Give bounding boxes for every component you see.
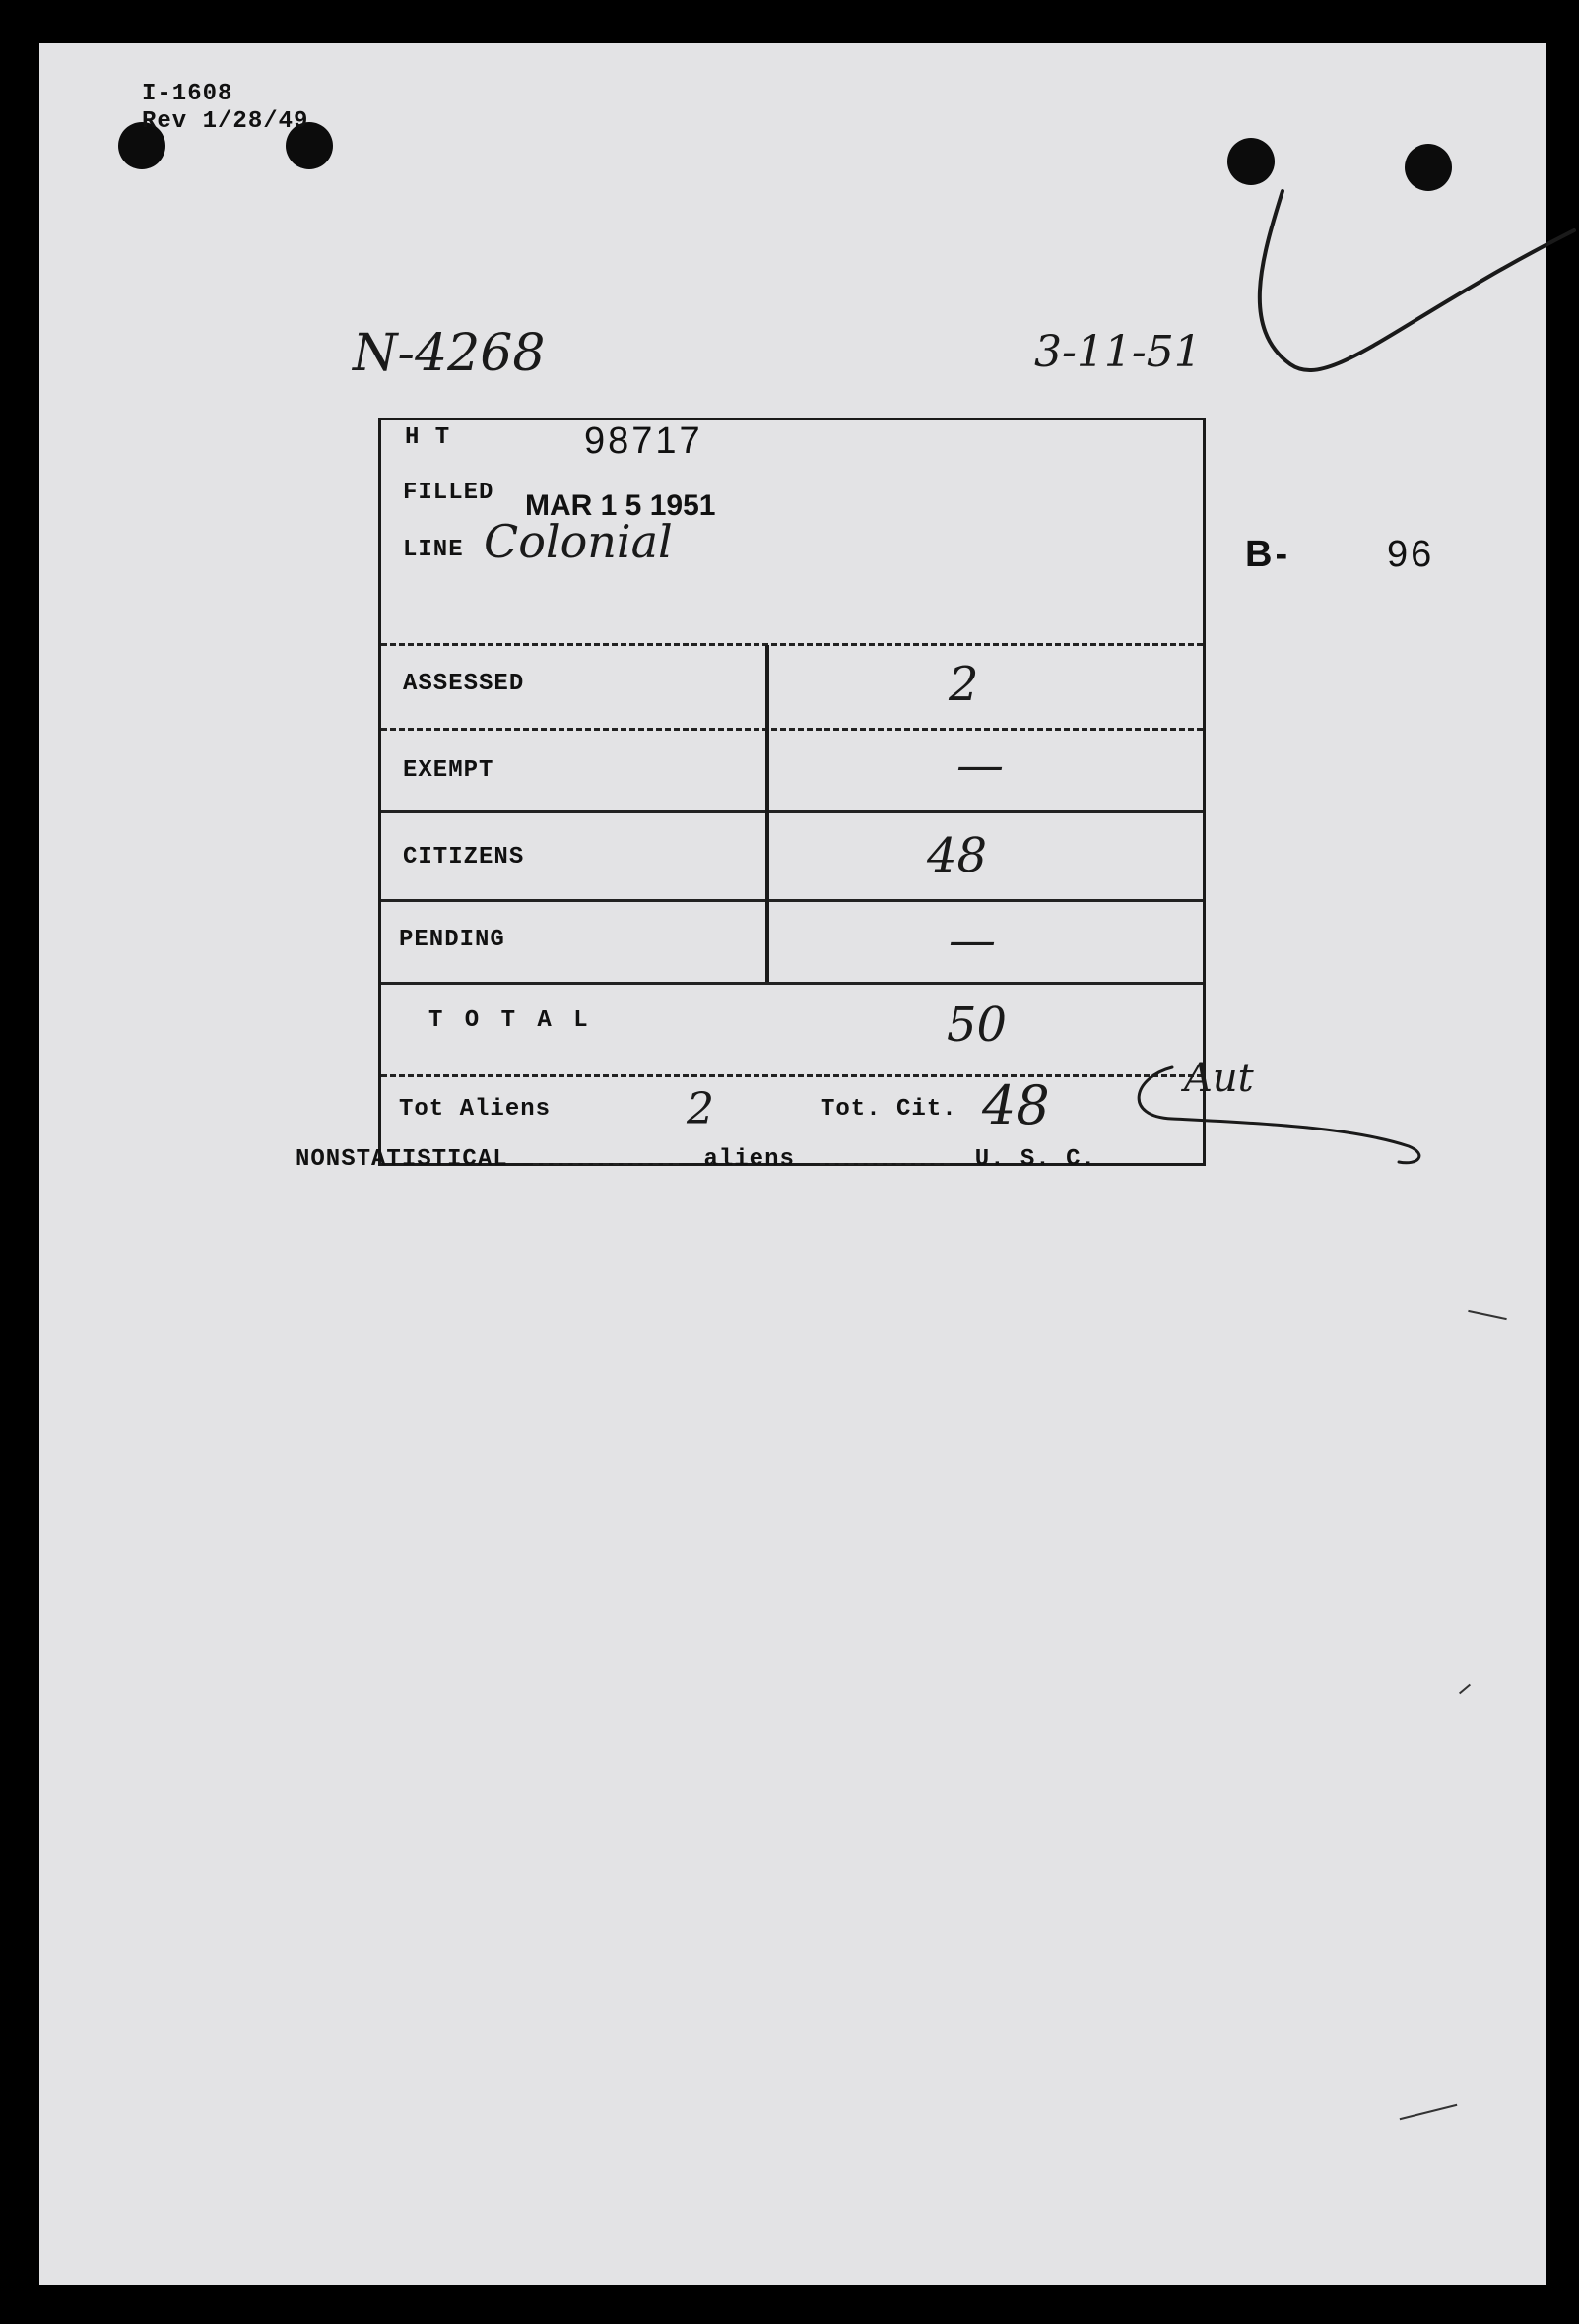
- nonstatistical-usc-label: U. S. C.: [974, 1146, 1096, 1173]
- row-label-pending: PENDING: [399, 927, 505, 953]
- line-label: LINE: [403, 537, 464, 563]
- nonstatistical-aliens-label: aliens: [703, 1146, 795, 1173]
- tot-aliens-label: Tot Aliens: [399, 1096, 552, 1123]
- initials-text: Aut: [1184, 1056, 1254, 1101]
- form-revision: Rev 1/28/49: [142, 108, 309, 135]
- divider-2: [381, 810, 1203, 813]
- form-number: I-1608: [142, 81, 233, 107]
- row-value-assessed: 2: [949, 657, 979, 712]
- manifest-date: 3-11-51: [1034, 327, 1202, 377]
- row-label-citizens: CITIZENS: [403, 844, 525, 871]
- tot-cit-value: 48: [982, 1074, 1050, 1136]
- side-stamp-prefix: B-: [1245, 534, 1291, 575]
- column-divider: [765, 645, 769, 982]
- manifest-number: N-4268: [353, 324, 546, 383]
- nonstatistical-blank-2: [820, 1163, 950, 1165]
- nonstatistical-blank-1: [533, 1163, 679, 1165]
- divider-top: [381, 643, 1203, 646]
- tot-cit-label: Tot. Cit.: [821, 1096, 957, 1123]
- document-page: [39, 43, 1546, 2285]
- ht-number: 98717: [584, 420, 703, 462]
- row-value-citizens: 48: [927, 828, 988, 883]
- divider-5: [381, 1074, 1203, 1077]
- filed-label: FILLED: [403, 480, 494, 506]
- tally-box: [378, 418, 1206, 1166]
- total-label: T O T A L: [428, 1007, 592, 1034]
- side-stamp-number: 96: [1387, 534, 1435, 575]
- row-value-pending: —: [949, 913, 996, 968]
- divider-3: [381, 899, 1203, 902]
- ht-label: H T: [405, 424, 451, 451]
- scan-speck: [1468, 1310, 1507, 1320]
- scan-speck: [1459, 1684, 1471, 1695]
- row-value-exempt: —: [956, 738, 1004, 793]
- nonstatistical-label: NONSTATISTICAL: [296, 1146, 508, 1173]
- divider-4: [381, 982, 1203, 985]
- tot-aliens-value: 2: [687, 1084, 714, 1134]
- row-label-exempt: EXEMPT: [403, 757, 494, 784]
- filed-date-stamp: MAR 1 5 1951: [525, 489, 716, 522]
- row-label-assessed: ASSESSED: [403, 671, 525, 697]
- signature-swoosh-icon: [1113, 1038, 1448, 1166]
- check-mark-icon: [1221, 181, 1579, 408]
- nonstatistical-line: [296, 1146, 1096, 1173]
- scan-speck: [1400, 2104, 1458, 2120]
- divider-1: [381, 728, 1203, 731]
- total-value: 50: [947, 998, 1008, 1053]
- line-value: Colonial: [484, 515, 673, 568]
- punch-hole-right-1: [1227, 138, 1275, 185]
